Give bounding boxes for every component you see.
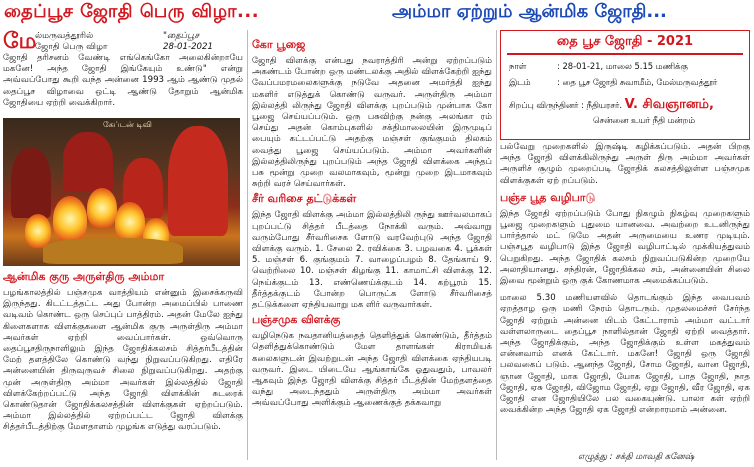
column-divider xyxy=(496,30,497,460)
left-column xyxy=(3,29,243,108)
intro-line2: ஜோதி பெரு விழா xyxy=(35,42,108,52)
subheading-panchamukha: பஞ்சமுக விளக்கு xyxy=(252,313,341,327)
author-credit: எழுத்து : சக்தி மாவதி கனேஷ் xyxy=(578,452,695,462)
info-row-venue xyxy=(509,77,717,89)
info-label: இடம் xyxy=(509,77,531,87)
guest-name: V. சிவஞானம், xyxy=(624,97,714,112)
drop-cap: மே xyxy=(3,29,37,54)
section-heading: ஆன்மிக குரு அருள்திரு அம்மா xyxy=(3,270,165,283)
intro-line1: ல்மருவத்தூரில் xyxy=(35,31,94,41)
lamp-flame xyxy=(25,214,51,248)
info-label: நாள் xyxy=(509,61,527,71)
headline-right: அம்மா ஏற்றும் ஆன்மிக ஜோதி... xyxy=(392,1,667,22)
person-figure xyxy=(11,148,51,218)
paragraph: இந்த ஜோதி விளக்கு அம்மா இல்லத்திலி ருந்து ஊர்வலமாகப் புறப்பட்டு சித்தர் பீடத்தை நோக்கி வரும். அவ்வாறு வரும்போது சீர்வரிசைக ளோடு வரவேற்புடு அந்த ஜோதி விளக்கு வரும். 1. சேலை 2. ரவிக்கை 3. பழவகை 4. பூக்கள் 5. மஞ்சள் 6. குங்குமம் 7. வாழைப்பழம் 8. தேங்காய் 9. வெற்றிலை 10. மஞ்சள் கிழங்கு 11. காமாட்சி விளக்கு 12. நெய்க்குடம் 13. எண்ணெய்க்குடம் 14. கற்பூரம் 15. தீர்த்தக்குடம் போன்ற பொருட்க ளோடு சீர்வரிசைத் தட்டுக்களை ஏந்தியவாறு மக ளிர் வருவார்கள். xyxy=(252,210,492,311)
intro-body: ஜோதி தரிசனம் வேண்டி எங்கெங்கோ அலைகின்றாயே மகனே! அந்த ஜோதி இங்கேயும் உண்டு" என்று அவ்வப்போது கூறி வந்த அன்னை 1993 ஆம் ஆண்டு முதல் தைப்பூச விழாவை ஒட்டி ஆண்டு தோறும் ஆன்மிக ஜோதியை ஏற்றி வைக்கிறார். xyxy=(3,53,243,108)
paragraph: பல்வேறு முறைகளில் இருஷ்டி கழிக்கப்படும். அதன் பிறகு அந்த ஜோதி விளக்கிலிருந்து அருள் திரு அம்மா அவர்கள் அருளிச் சூழும் முறைப்படி ஜோதிக் கலசத்திலுள்ள பஞ்சமுக விளக்குகள் ஏற் றப்படும். xyxy=(500,142,750,186)
subheading-go-pooja: கோ பூஜை xyxy=(252,38,306,51)
paragraph: இந்த ஜோதி ஏற்றப்படும் போது நிகழும் நிகழ்வு முறைகளும் பூஜை முறைகளும் புதுமை யானவை. அவற்றை உடனிருந்து பார்த்தால் மட் டுமே அதன் அருமையை உணர முடியும். பஞ்சபூத வழிபாடு இந்த ஜோதி வழிபாட்டில் முக்கியத்துவம் பெறுகிறது. அந்த ஜோதிக் கலசம் நிறுவப்படுகின்ற முறையே அலாதியானது. சந்திரன், ஜோதிக்கல சம், அன்னையின் சிலை இவை மூன்றும் ஒரு குக் கோணமாக அமைக்கப்படும். xyxy=(500,208,750,287)
info-value: : 28-01-21, மாலை 5.15 மணிக்கு xyxy=(557,61,688,71)
person-figure xyxy=(168,126,228,236)
info-value: : தை பூச ஜோதி சுவாமீம், மேல்மருவத்தூர் xyxy=(557,77,718,87)
subheading-pancha-bootha: பஞ்ச பூத வழிபாடு xyxy=(500,190,596,204)
ceremony-photo xyxy=(3,118,240,266)
left-lower-section xyxy=(3,268,243,434)
right-column xyxy=(500,142,750,416)
lamp-flame xyxy=(115,202,145,242)
paragraph: வழிநெடுக நவதானியத்தைத் தெளித்துக் கொண்டும், தீர்த்தம் தெளித்துக்கொண்டும் மேள தாளங்கள் கிராமியக் கலைகளுடன் இவற்றுடன் அந்த ஜோதி விளக்கை ஏந்தியபடி வருவர். இடை யிடையே ஆங்காங்கே ஓதுவதும், பாவலர் ஆகவும் இந்த ஜோதி விளக்கு சித்தர் பீடத்தின் மேற்தளத்தை வந்து அடைந்ததும் அருள்திரு அம்மா அவர்கள் அவ்வப்போது அளிக்கும் ஆணைக்குத் தக்கவாறு xyxy=(252,331,492,409)
column-divider xyxy=(247,30,248,460)
guest-title: நீதியரசர். xyxy=(586,100,622,110)
event-info-box xyxy=(500,30,750,140)
paragraph: மாலை 5.30 மணியளவில் தொடங்கும் இந்த வைபவம் ஏறத்தாழ ஒரு மணி நேரம் தொடரும். முதலமைச்சர் சேர்ந்த ஜோதி ஏற்றும் அன்னை யிடம் கேட்டாராம் அம்மா வட்டார் வள்ளலாருடை தைப்பூச நாளில்தான் ஜோதி ஏற்றி வைத்தார். அந்த ஜோதிக்கும், அந்த ஜோதிக்கும் உள்ள மகத்துவம் என்னவாம் எனக் கேட்டார். மகனே! ஜோதி ஒரு ஜோதி பலவகைப் படும். ஆனந்த ஜோதி, சோம ஜோதி, வான ஜோதி, ஞான ஜோதி, மாக ஜோதி, யோக ஜோதி, பாத ஜோதி, நாத ஜோதி, ஏசு ஜோதி, விஜோம ஜோதி, ஏறு ஜோதி, வீர ஜோதி, ஏக ஜோதி என ஜோதியிலே பல வகையுண்டு. பாலா கள் ஏற்றி வைக்கின்ற அந்த ஜோதி ஏக ஜோதி என்றாரமாம் அன்னை. xyxy=(500,293,750,416)
photo-watermark: கேப்டன் டிவி xyxy=(103,120,152,129)
info-label: சிறப்பு விருந்தினர் : xyxy=(509,100,584,110)
person-figure xyxy=(63,132,113,192)
headline-left: தைப்பூச ஜோதி பெரு விழா... xyxy=(4,1,260,22)
paragraph: ஜோதி விளக்கு என்பது நவராத்திரி அன்று ஏற்றப்படும் அகண்டம் போன்ற ஒரு மண்டலக்கு அதில் விளக்கேற்றி ஐந்து வேப்பமரமலைகளுக்கு நடுவே அதனை அமர்த்தி ஐந்து மகளிர் எடுத்துக் கொண்டு வருவர். அருள்திரு அம்மா இல்லத்தி லிருந்து ஜோதி விளக்கு புறப்படும் முன்பாக கோ பூஜை செய்யப்படும். ஒரு பசுவிற்கு நன்கு அலங்கா ரம் செய்து அதன் கொம்புகளில் சக்திமாலையின் இருமுடிப் பையும் கட்டப்பட்டு அதற்கு மஞ்சள் குங்குமம் திலகம் வைத்து பூஜை செய்யப்படும். அம்மா அவர்களின் இல்லத்திலிருந்து புறப்படும் அந்த ஜோதி விளக்கை அந்தப் பசு மூன்று முறை வலமாகவும், மூன்று முறை இடமாகவும் சுற்றி வரச் செய்வார்கள். xyxy=(252,56,492,190)
section-body: பழங்காலத்தில் பஞ்சமுக வாத்தியம் என்னும் இசைக்கருவி இருந்தது. கிடட்டத்தட்ட அது போன்ற அமைப்பில் பாணை வடிவம் கொண்ட ஒரு செப்புப் பாத்திரம். அதன் மேலே ஐந்து கிளைகளாக விளக்குகளை ஆன்மிக குரு அருள்திரு அம்மா அவர்கள் ஏற்றி வைப்பார்கள். ஒவ்வொரு தைப்பூசதிருநாளிலும் இந்த ஜோதிக்கலசம் சித்தர்பீடத்தின் மேற் தளத்திலே கொண்டு வந்து நிறுவப்படுகிறது. எதிரே அன்னையின் திருவுருவச் சிலை நிறுவப்படுகிறது. அதற்கு முன் அருள்திரு அம்மா அவர்கள் இல்லத்தில் ஜோதி விளக்கேற்றப்பட்டு அந்த ஜோதி விளக்கின் சுடரைக் கொண்டுதான் ஜோதிக்கலசத்தின் விளக்குகள் ஏற்றப்படும். அம்மா இல்லத்தில் ஏற்றப்பட்ட ஜோதி விளக்கு சித்தர்பீடத்திற்கு மேளதாளம் முழங்க எடுத்து வரப்படும். xyxy=(3,288,243,433)
intro-date: 28-01-2021 xyxy=(163,42,213,52)
info-title: தை பூச ஜோதி - 2021 xyxy=(556,34,694,49)
lamp-flame xyxy=(53,196,87,242)
headline-banner xyxy=(0,0,754,26)
guest-affiliation: சென்னை உயர் நீதி மன்றம் xyxy=(593,115,695,125)
intro-block xyxy=(3,29,243,108)
middle-column xyxy=(252,38,492,410)
intro-quote: "தைப்பூச xyxy=(163,31,200,41)
info-row-guest xyxy=(509,97,714,113)
subheading-seer-varisai: சீர் வரிசை தட்டுக்கள் xyxy=(252,192,357,206)
info-row-date xyxy=(509,61,688,73)
kalasam-pot xyxy=(43,238,183,264)
lamp-flame xyxy=(87,188,117,228)
divider xyxy=(507,53,743,55)
